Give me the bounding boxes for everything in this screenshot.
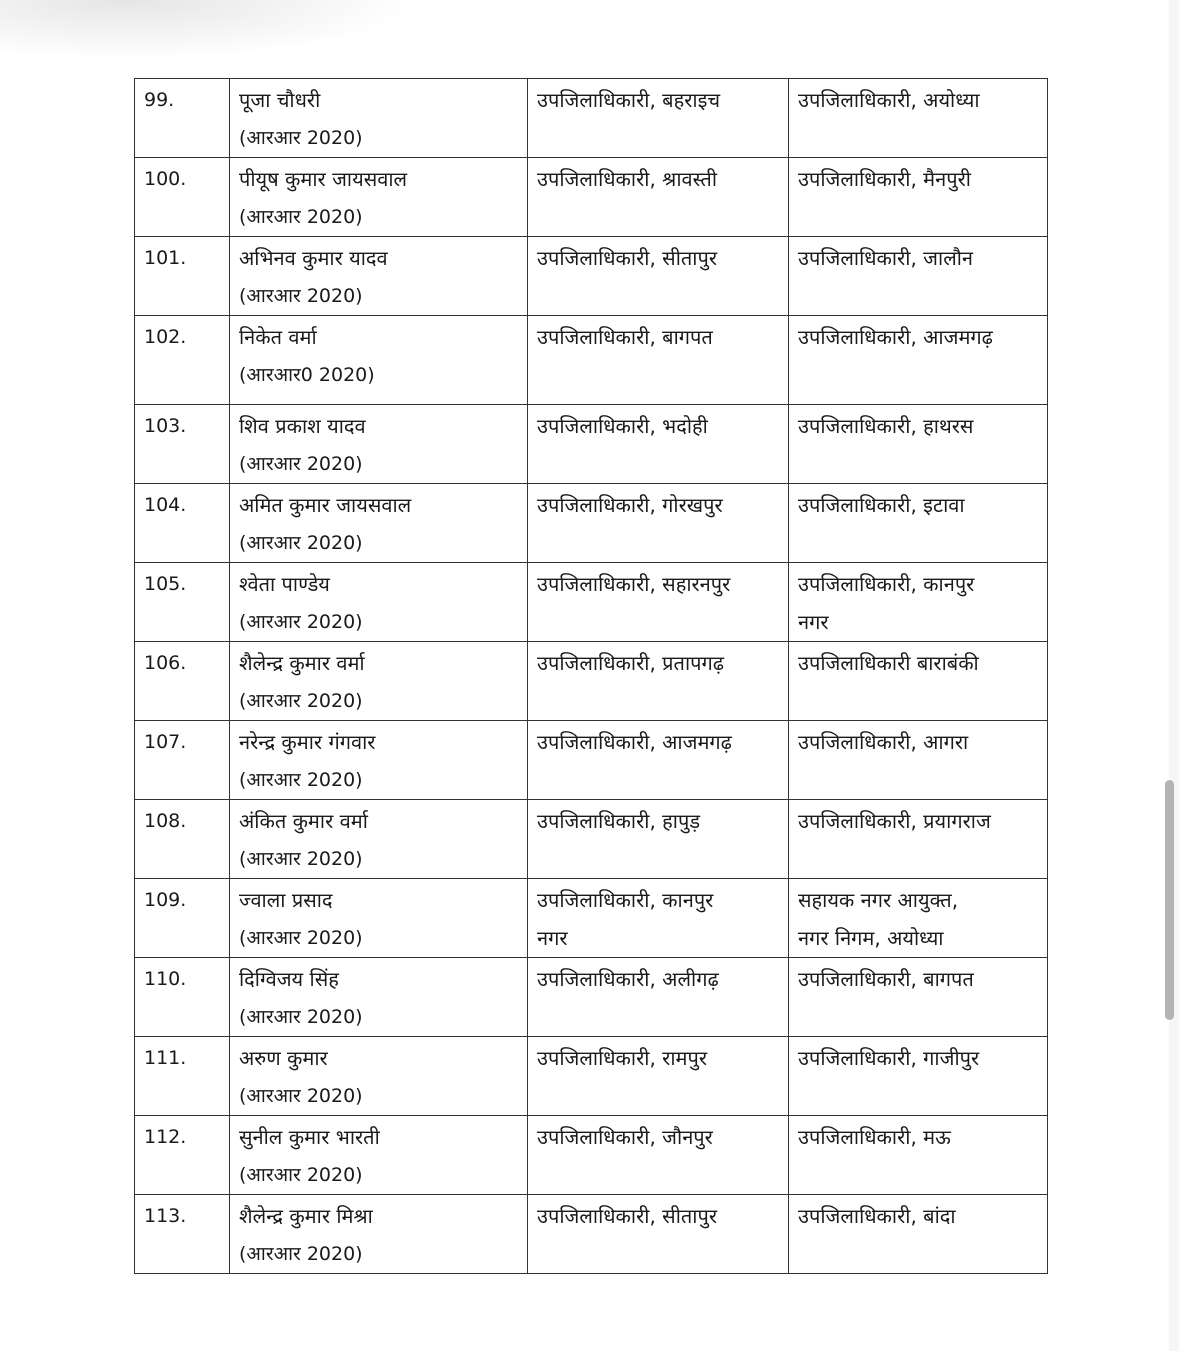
- officer-batch: (आरआर 2020): [239, 769, 363, 791]
- new-post-line: उपजिलाधिकारी, गाजीपुर: [798, 1046, 980, 1070]
- table-row: [135, 316, 1048, 405]
- page-edge-shadow: [0, 0, 420, 60]
- officer-name: सुनील कुमार भारती: [239, 1125, 380, 1149]
- current-post-line: उपजिलाधिकारी, हापुड़: [537, 809, 701, 833]
- current-post-line: उपजिलाधिकारी, अलीगढ़: [537, 967, 719, 991]
- officer-batch: (आरआर 2020): [239, 1085, 363, 1107]
- officer-cell: [230, 800, 528, 879]
- officer-cell: [230, 1037, 528, 1116]
- officer-cell: [230, 316, 528, 405]
- current-post-line: उपजिलाधिकारी, श्रावस्ती: [537, 167, 717, 191]
- officer-cell: [230, 563, 528, 642]
- serial-number: 100.: [135, 158, 230, 237]
- current-post-line: उपजिलाधिकारी, आजमगढ़: [537, 730, 732, 754]
- new-post-cell: [789, 79, 1048, 158]
- serial-number: 107.: [135, 721, 230, 800]
- officer-name: शैलेन्द्र कुमार वर्मा: [239, 651, 365, 675]
- officer-cell: [230, 642, 528, 721]
- officer-cell: [230, 721, 528, 800]
- current-post-cell: [528, 800, 789, 879]
- officer-batch: (आरआर 2020): [239, 1006, 363, 1028]
- new-post-cell: [789, 642, 1048, 721]
- current-post-line: उपजिलाधिकारी, कानपुर: [537, 888, 714, 912]
- officer-batch: (आरआर 2020): [239, 1243, 363, 1265]
- table-row: [135, 800, 1048, 879]
- new-post-line: उपजिलाधिकारी, अयोध्या: [798, 88, 980, 112]
- scrollbar-track[interactable]: [1169, 0, 1179, 1351]
- table-row: [135, 1116, 1048, 1195]
- table-row: [135, 484, 1048, 563]
- serial-number: 112.: [135, 1116, 230, 1195]
- officer-batch: (आरआर 2020): [239, 285, 363, 307]
- officer-batch: (आरआर 2020): [239, 611, 363, 633]
- table-row: [135, 1037, 1048, 1116]
- serial-number: 108.: [135, 800, 230, 879]
- officer-batch: (आरआर 2020): [239, 1164, 363, 1186]
- transfer-table: [134, 78, 1048, 1274]
- scrollbar-thumb[interactable]: [1165, 780, 1174, 1020]
- serial-number: 106.: [135, 642, 230, 721]
- current-post-line: उपजिलाधिकारी, गोरखपुर: [537, 493, 723, 517]
- current-post-line: नगर: [537, 926, 568, 950]
- table-row: [135, 237, 1048, 316]
- current-post-cell: [528, 879, 789, 958]
- new-post-cell: [789, 1116, 1048, 1195]
- officer-name: दिग्विजय सिंह: [239, 967, 339, 991]
- new-post-line: उपजिलाधिकारी, मऊ: [798, 1125, 951, 1149]
- new-post-cell: [789, 484, 1048, 563]
- table-row: [135, 79, 1048, 158]
- table-row: [135, 642, 1048, 721]
- new-post-cell: [789, 1037, 1048, 1116]
- officer-batch: (आरआर 2020): [239, 206, 363, 228]
- officer-cell: [230, 1195, 528, 1274]
- current-post-cell: [528, 1116, 789, 1195]
- officer-cell: [230, 405, 528, 484]
- serial-number: 109.: [135, 879, 230, 958]
- current-post-line: उपजिलाधिकारी, रामपुर: [537, 1046, 708, 1070]
- officer-batch: (आरआर 2020): [239, 690, 363, 712]
- new-post-cell: [789, 1195, 1048, 1274]
- table-row: [135, 405, 1048, 484]
- new-post-line: उपजिलाधिकारी, कानपुर: [798, 572, 975, 596]
- serial-number: 105.: [135, 563, 230, 642]
- current-post-line: उपजिलाधिकारी, प्रतापगढ़: [537, 651, 725, 675]
- officer-name: शैलेन्द्र कुमार मिश्रा: [239, 1204, 373, 1228]
- table-body: [135, 79, 1048, 1274]
- new-post-line: नगर: [798, 610, 829, 634]
- new-post-line: नगर निगम, अयोध्या: [798, 926, 944, 950]
- officer-batch: (आरआर0 2020): [239, 364, 375, 386]
- current-post-cell: [528, 563, 789, 642]
- new-post-cell: [789, 879, 1048, 958]
- current-post-line: उपजिलाधिकारी, बागपत: [537, 325, 713, 349]
- table-row: [135, 721, 1048, 800]
- current-post-cell: [528, 721, 789, 800]
- current-post-cell: [528, 237, 789, 316]
- current-post-cell: [528, 158, 789, 237]
- current-post-cell: [528, 316, 789, 405]
- new-post-line: उपजिलाधिकारी, मैनपुरी: [798, 167, 971, 191]
- new-post-cell: [789, 237, 1048, 316]
- officer-name: नरेन्द्र कुमार गंगवार: [239, 730, 376, 754]
- officer-name: श्वेता पाण्डेय: [239, 572, 330, 596]
- new-post-line: उपजिलाधिकारी, हाथरस: [798, 414, 974, 438]
- current-post-cell: [528, 1195, 789, 1274]
- officer-cell: [230, 158, 528, 237]
- officer-name: अमित कुमार जायसवाल: [239, 493, 412, 517]
- officer-batch: (आरआर 2020): [239, 127, 363, 149]
- officer-cell: [230, 484, 528, 563]
- new-post-line: सहायक नगर आयुक्त,: [798, 888, 959, 912]
- new-post-line: उपजिलाधिकारी, प्रयागराज: [798, 809, 991, 833]
- officer-name: शिव प्रकाश यादव: [239, 414, 366, 438]
- current-post-cell: [528, 79, 789, 158]
- officer-name: निकेत वर्मा: [239, 325, 317, 349]
- table-row: [135, 958, 1048, 1037]
- current-post-line: उपजिलाधिकारी, सहारनपुर: [537, 572, 731, 596]
- officer-name: ज्वाला प्रसाद: [239, 888, 333, 912]
- current-post-line: उपजिलाधिकारी, सीतापुर: [537, 1204, 717, 1228]
- current-post-cell: [528, 1037, 789, 1116]
- new-post-line: उपजिलाधिकारी, बागपत: [798, 967, 974, 991]
- table-row: [135, 563, 1048, 642]
- new-post-cell: [789, 721, 1048, 800]
- new-post-line: उपजिलाधिकारी, इटावा: [798, 493, 965, 517]
- new-post-cell: [789, 563, 1048, 642]
- new-post-cell: [789, 800, 1048, 879]
- officer-batch: (आरआर 2020): [239, 927, 363, 949]
- officer-batch: (आरआर 2020): [239, 453, 363, 475]
- officer-cell: [230, 79, 528, 158]
- serial-number: 103.: [135, 405, 230, 484]
- serial-number: 101.: [135, 237, 230, 316]
- officer-name: अरुण कुमार: [239, 1046, 328, 1070]
- new-post-line: उपजिलाधिकारी, जालौन: [798, 246, 974, 270]
- officer-name: अंकित कुमार वर्मा: [239, 809, 368, 833]
- table-row: [135, 1195, 1048, 1274]
- officer-batch: (आरआर 2020): [239, 532, 363, 554]
- serial-number: 111.: [135, 1037, 230, 1116]
- serial-number: 110.: [135, 958, 230, 1037]
- new-post-cell: [789, 405, 1048, 484]
- current-post-cell: [528, 958, 789, 1037]
- new-post-line: उपजिलाधिकारी, आगरा: [798, 730, 969, 754]
- current-post-line: उपजिलाधिकारी, सीतापुर: [537, 246, 717, 270]
- table-row: [135, 879, 1048, 958]
- new-post-line: उपजिलाधिकारी, आजमगढ़: [798, 325, 993, 349]
- officer-batch: (आरआर 2020): [239, 848, 363, 870]
- new-post-line: उपजिलाधिकारी, बांदा: [798, 1204, 956, 1228]
- current-post-line: उपजिलाधिकारी, बहराइच: [537, 88, 721, 112]
- officer-cell: [230, 1116, 528, 1195]
- serial-number: 102.: [135, 316, 230, 405]
- current-post-line: उपजिलाधिकारी, जौनपुर: [537, 1125, 713, 1149]
- new-post-cell: [789, 958, 1048, 1037]
- officer-cell: [230, 237, 528, 316]
- serial-number: 104.: [135, 484, 230, 563]
- current-post-line: उपजिलाधिकारी, भदोही: [537, 414, 708, 438]
- new-post-line: उपजिलाधिकारी बाराबंकी: [798, 651, 979, 675]
- current-post-cell: [528, 484, 789, 563]
- officer-cell: [230, 879, 528, 958]
- serial-number: 99.: [135, 79, 230, 158]
- current-post-cell: [528, 642, 789, 721]
- officer-name: अभिनव कुमार यादव: [239, 246, 388, 270]
- officer-cell: [230, 958, 528, 1037]
- new-post-cell: [789, 158, 1048, 237]
- serial-number: 113.: [135, 1195, 230, 1274]
- officer-name: पूजा चौधरी: [239, 88, 321, 112]
- current-post-cell: [528, 405, 789, 484]
- table-row: [135, 158, 1048, 237]
- new-post-cell: [789, 316, 1048, 405]
- officer-name: पीयूष कुमार जायसवाल: [239, 167, 408, 191]
